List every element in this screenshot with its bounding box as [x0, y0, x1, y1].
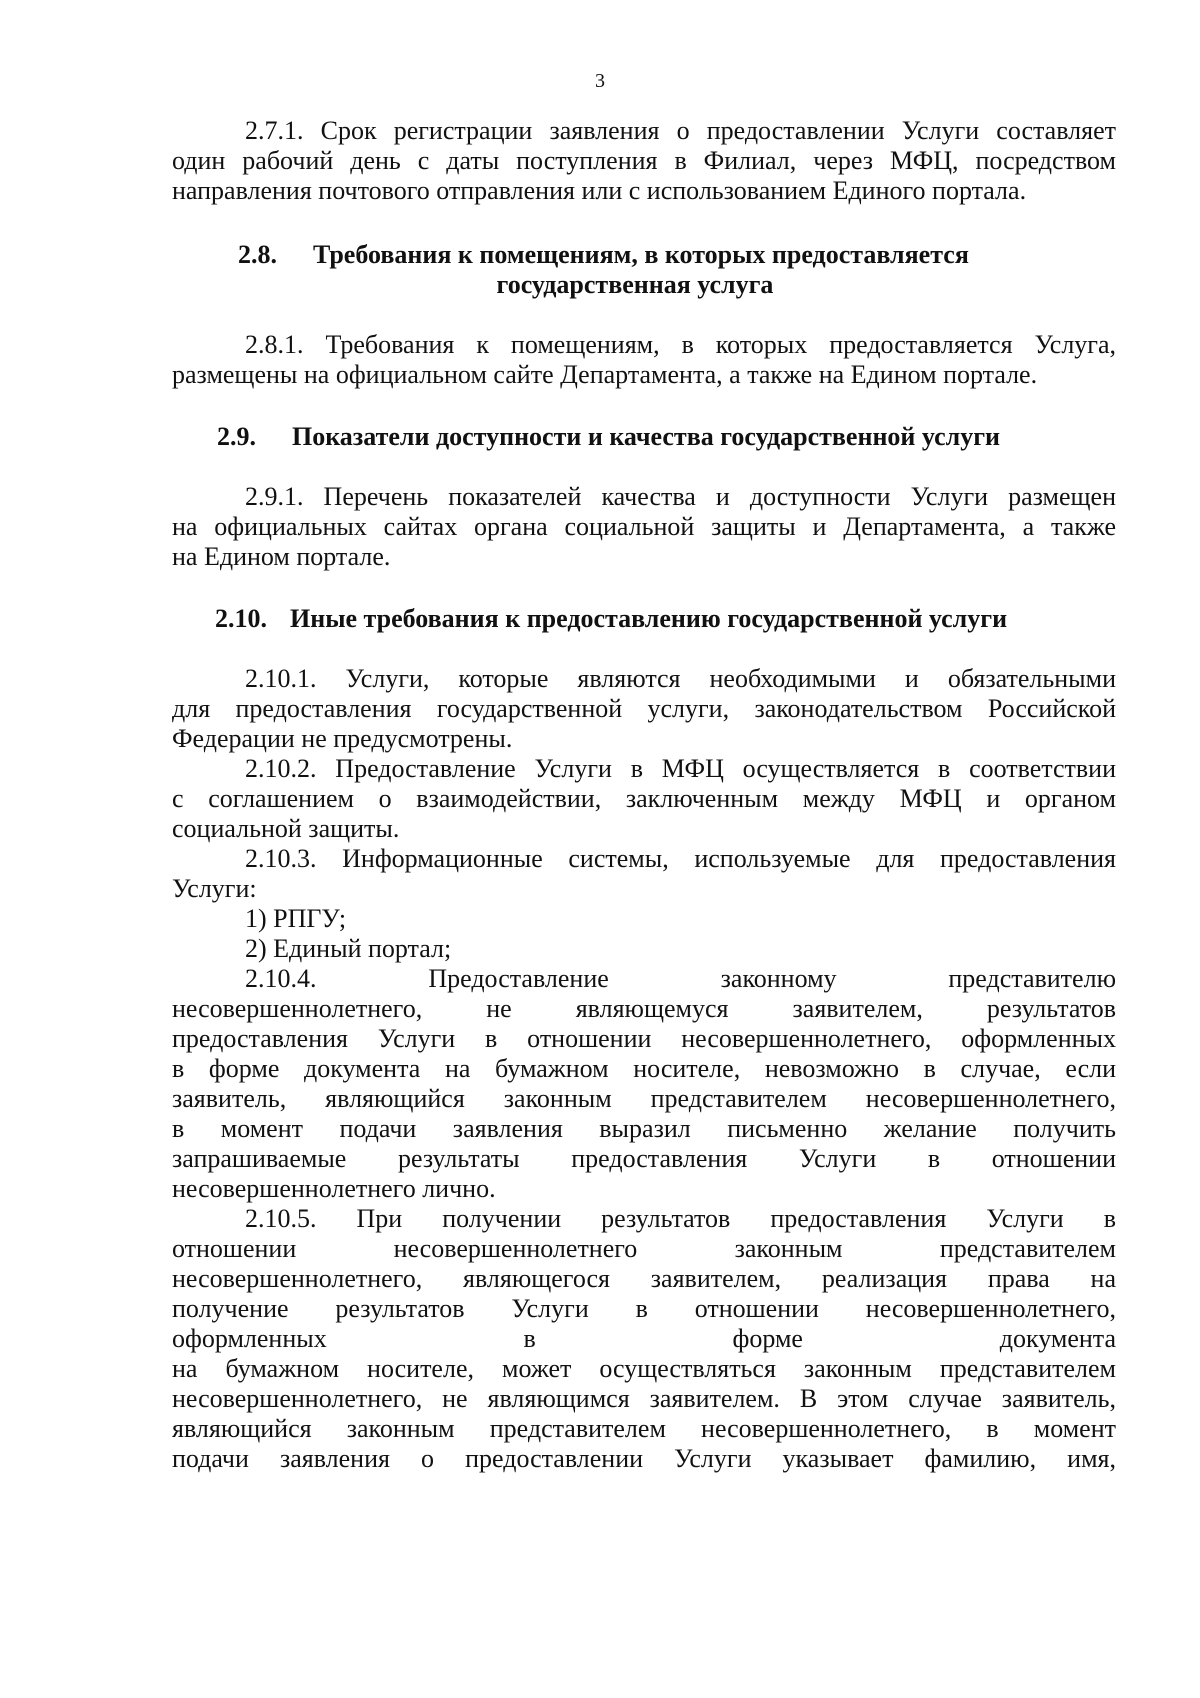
paragraph-2-10-4-line: запрашиваемые результаты предоставления Услуги в отношении	[172, 1144, 1116, 1173]
paragraph-2-8-1-line: 2.8.1. Требования к помещениям, в которых предоставляется Услуга,	[245, 330, 1116, 359]
paragraph-2-10-4-line: несовершеннолетнего, не являющемуся заявителем, результатов	[172, 994, 1116, 1023]
paragraph-2-10-1-line: для предоставления государственной услуги, законодательством Российской	[172, 694, 1116, 723]
paragraph-2-9-1-line: на официальных сайтах органа социальной защиты и Департамента, а также	[172, 512, 1116, 541]
paragraph-2-10-2-line: социальной защиты.	[172, 814, 400, 843]
paragraph-2-7-1-line: один рабочий день с даты поступления в Филиал, через МФЦ, посредством	[172, 146, 1116, 175]
paragraph-2-10-5-line: несовершеннолетнего, являющегося заявителем, реализация права на	[172, 1264, 1116, 1293]
section-title: Иные требования к предоставлению государственной услуги	[290, 604, 1008, 633]
paragraph-2-9-1-line: 2.9.1. Перечень показателей качества и доступности Услуги размещен	[245, 482, 1116, 511]
section-title-continued: государственная услуга	[496, 270, 774, 299]
paragraph-2-10-2-line: 2.10.2. Предоставление Услуги в МФЦ осуществляется в соответствии	[245, 754, 1116, 783]
paragraph-2-10-5-line: отношении несовершеннолетнего законным представителем	[172, 1234, 1116, 1263]
paragraph-2-10-5-line: подачи заявления о предоставлении Услуги указывает фамилию, имя,	[172, 1444, 1116, 1473]
paragraph-2-10-5-line: на бумажном носителе, может осуществляться законным представителем	[172, 1354, 1116, 1383]
paragraph-2-9-1-line: на Едином портале.	[172, 542, 391, 571]
section-number: 2.10.	[215, 604, 267, 633]
paragraph-2-10-4-line: несовершеннолетнего лично.	[172, 1174, 496, 1203]
section-heading-2-10	[215, 602, 1007, 636]
section-number: 2.8.	[238, 240, 277, 269]
paragraph-2-10-4-line: предоставления Услуги в отношении несовершеннолетнего, оформленных	[172, 1024, 1116, 1053]
section-title: Требования к помещениям, в которых предоставляется	[313, 240, 969, 269]
paragraph-2-7-1-line: 2.7.1. Срок регистрации заявления о предоставлении Услуги составляет	[245, 116, 1116, 145]
section-title: Показатели доступности и качества государственной услуги	[292, 422, 1001, 451]
paragraph-2-10-4-line: в форме документа на бумажном носителе, невозможно в случае, если	[172, 1054, 1116, 1083]
section-heading-2-8	[238, 238, 969, 272]
paragraph-2-10-4-line: 2.10.4. Предоставление законному представителю	[245, 964, 1116, 993]
paragraph-2-8-1-line: размещены на официальном сайте Департамента, а также на Едином портале.	[172, 360, 1038, 389]
section-heading-2-9	[217, 420, 1000, 454]
list-item: 2) Единый портал;	[245, 934, 452, 963]
section-number: 2.9.	[217, 422, 256, 451]
paragraph-2-10-5-line: несовершеннолетнего, не являющимся заявителем. В этом случае заявитель,	[172, 1384, 1116, 1413]
paragraph-2-10-3-line: 2.10.3. Информационные системы, используемые для предоставления	[245, 844, 1116, 873]
paragraph-2-10-1-line: Федерации не предусмотрены.	[172, 724, 513, 753]
paragraph-2-10-5-line: оформленных в форме документа	[172, 1324, 1116, 1353]
page-number: 3	[595, 70, 605, 92]
paragraph-2-7-1-line: направления почтового отправления или с использованием Единого портала.	[172, 176, 1027, 205]
paragraph-2-10-2-line: с соглашением о взаимодействии, заключенным между МФЦ и органом	[172, 784, 1116, 813]
list-item: 1) РПГУ;	[245, 904, 347, 933]
paragraph-2-10-5-line: получение результатов Услуги в отношении несовершеннолетнего,	[172, 1294, 1116, 1323]
paragraph-2-10-4-line: заявитель, являющийся законным представителем несовершеннолетнего,	[172, 1084, 1116, 1113]
paragraph-2-10-1-line: 2.10.1. Услуги, которые являются необходимыми и обязательными	[245, 664, 1116, 693]
paragraph-2-10-5-line: являющийся законным представителем несовершеннолетнего, в момент	[172, 1414, 1116, 1443]
paragraph-2-10-5-line: 2.10.5. При получении результатов предоставления Услуги в	[245, 1204, 1116, 1233]
paragraph-2-10-4-line: в момент подачи заявления выразил письменно желание получить	[172, 1114, 1116, 1143]
paragraph-2-10-3-line: Услуги:	[172, 874, 257, 903]
